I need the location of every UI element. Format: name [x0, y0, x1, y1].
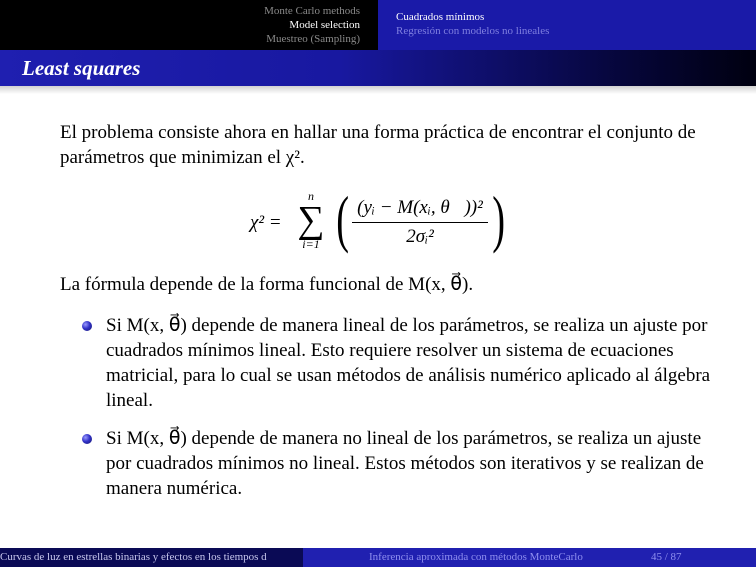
equation-lhs: χ² =: [250, 212, 282, 233]
sigma-glyph: ∑: [297, 199, 325, 241]
summation-symbol: [296, 190, 326, 250]
section-navigation: [0, 0, 378, 50]
left-paren: (: [336, 183, 350, 254]
right-paren: ): [492, 183, 506, 254]
nav-section-muestreo[interactable]: Muestreo (Sampling): [266, 33, 360, 45]
list-item: [82, 313, 712, 413]
navigation-bar: [0, 0, 756, 50]
list-item: [82, 426, 712, 501]
footer-talk-title: Inferencia aproximada con métodos MonteCarlo: [369, 551, 583, 563]
intro-paragraph: [60, 120, 710, 170]
nav-subsection-cuadrados[interactable]: Cuadrados mínimos: [396, 11, 485, 23]
nav-section-model-selection[interactable]: Model selection: [289, 19, 360, 31]
frame-title: Least squares: [22, 56, 141, 80]
fraction: [352, 196, 488, 249]
bullet-icon: [82, 321, 92, 331]
frame-title-bar: [0, 50, 756, 86]
formula-note: La fórmula depende de la forma funcional de M(x, θ⃗).: [60, 274, 474, 295]
fraction-denominator: 2σᵢ²: [406, 226, 434, 247]
footer-page-number: 45 / 87: [651, 551, 682, 563]
intro-text: El problema consiste ahora en hallar una forma práctica de encontrar el conjunto de parámetros que minimizan el χ².: [60, 122, 696, 168]
chi-square-equation: [250, 183, 510, 260]
fraction-numerator: (yᵢ − M(xᵢ, θ⃗))²: [352, 196, 488, 223]
nav-subsection-regresion[interactable]: Regresión con modelos no lineales: [396, 25, 550, 37]
subsection-navigation: [378, 0, 756, 50]
bullet-icon: [82, 434, 92, 444]
sum-upper-limit: n: [308, 189, 314, 203]
footer-bar: [0, 548, 756, 567]
footer-presentation-title: Curvas de luz en estrellas binarias y efectos en los tiempos d: [0, 548, 303, 567]
bullet-text-linear: Si M(x, θ⃗) depende de manera lineal de los parámetros, se realiza un ajuste por cuadrados mínimos lineal. Esto requiere resolver un sistema de ecuaciones matricial, para lo cual se usan métodos de análisis numérico aplicado al álgebra lineal.: [106, 315, 711, 411]
nav-section-monte-carlo[interactable]: Monte Carlo methods: [264, 5, 360, 17]
bullet-list: [82, 313, 712, 514]
title-shadow: [0, 86, 756, 94]
bullet-text-nonlinear: Si M(x, θ⃗) depende de manera no lineal de los parámetros, se realiza un ajuste por cuadrados mínimos no lineal. Estos métodos son iterativos y se realizan de manera numérica.: [106, 428, 704, 499]
footer-right: [303, 548, 756, 567]
sum-lower-limit: i=1: [302, 237, 320, 251]
